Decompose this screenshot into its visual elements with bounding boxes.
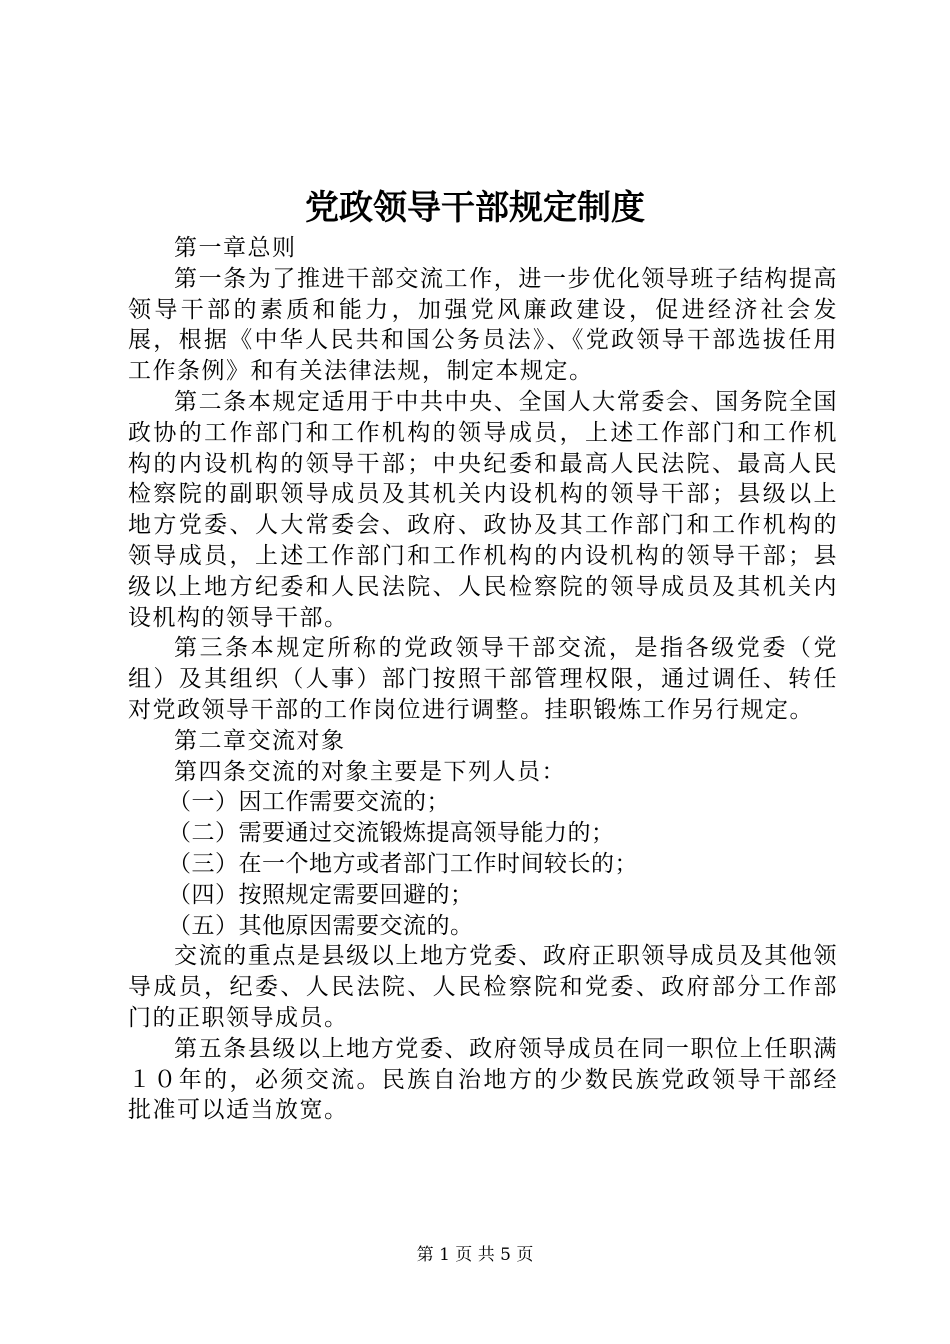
- article-paragraph: 第四条交流的对象主要是下列人员：: [174, 758, 566, 785]
- page-footer: 第 1 页 共 5 页: [416, 1245, 534, 1265]
- list-item: （四）按照规定需要回避的；: [168, 881, 474, 908]
- article-paragraph: 第一条为了推进干部交流工作，进一步优化领导班子结构提高领导干部的素质和能力，加强党风廉政建设，促进经济社会发展，根据《中华人民共和国公务员法》、《党政领导干部选拔任用工作条例》和有关法律法规，制定本规定。: [128, 265, 838, 385]
- article-paragraph: 第五条县级以上地方党委、政府领导成员在同一职位上任职满１０年的，必须交流。民族自治地方的少数民族党政领导干部经批准可以适当放宽。: [128, 1035, 838, 1124]
- article-paragraph: 交流的重点是县级以上地方党委、政府正职领导成员及其他领导成员，纪委、人民法院、人民检察院和党委、政府部分工作部门的正职领导成员。: [128, 943, 838, 1031]
- article-paragraph: 第三条本规定所称的党政领导干部交流，是指各级党委（党组）及其组织（人事）部门按照干部管理权限，通过调任、转任对党政领导干部的工作岗位进行调整。挂职锻炼工作另行规定。: [128, 635, 838, 723]
- list-item: （五）其他原因需要交流的。: [168, 912, 474, 939]
- list-item: （三）在一个地方或者部门工作时间较长的；: [168, 850, 638, 877]
- chapter-heading: 第一章总则: [174, 235, 297, 261]
- page-title: 党政领导干部规定制度: [305, 188, 645, 228]
- list-item: （一）因工作需要交流的；: [168, 789, 450, 816]
- chapter-heading: 第二章交流对象: [174, 727, 346, 754]
- document-body: [128, 233, 838, 1126]
- article-paragraph: 第二条本规定适用于中共中央、全国人大常委会、国务院全国政协的工作部门和工作机构的领导成员，上述工作部门和工作机构的内设机构的领导干部；中央纪委和最高人民法院、最高人民检察院的副职领导成员及其机关内设机构的领导干部；县级以上地方党委、人大常委会、政府、政协及其工作部门和工作机构的领导成员，上述工作部门和工作机构的内设机构的领导干部；县级以上地方纪委和人民法院、人民检察院的领导成员及其机关内设机构的领导干部。: [128, 388, 838, 631]
- list-item: （二）需要通过交流锻炼提高领导能力的；: [168, 820, 615, 847]
